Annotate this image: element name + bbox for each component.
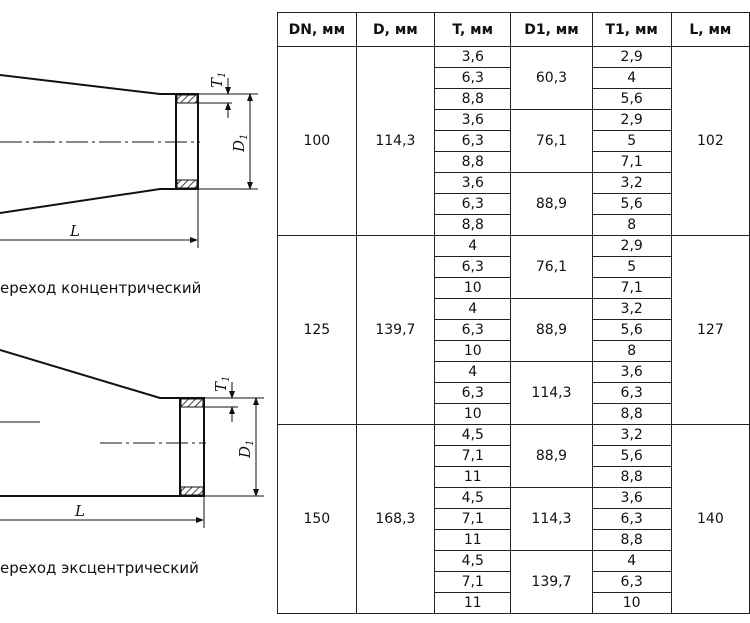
cell-t: 4,5	[435, 425, 511, 446]
cell-t1: 5	[592, 131, 671, 152]
cell-dn: 125	[278, 236, 357, 425]
reducer-drawings-svg	[0, 0, 276, 623]
cell-t1: 5	[592, 257, 671, 278]
cell-t1: 7,1	[592, 152, 671, 173]
concentric-dim-labels	[69, 72, 250, 240]
header-l: L, мм	[671, 13, 749, 47]
l-label: L	[75, 502, 85, 520]
cell-dn: 100	[278, 47, 357, 236]
cell-t: 4	[435, 236, 511, 257]
cell-d1: 114,3	[511, 488, 592, 551]
cell-t1: 2,9	[592, 47, 671, 68]
cell-t: 11	[435, 593, 511, 614]
cell-d1: 114,3	[511, 362, 592, 425]
cell-t1: 2,9	[592, 236, 671, 257]
cell-t: 6,3	[435, 383, 511, 404]
cell-t: 3,6	[435, 173, 511, 194]
cell-d1: 60,3	[511, 47, 592, 110]
cell-t: 11	[435, 467, 511, 488]
cell-t1: 5,6	[592, 446, 671, 467]
header-dn: DN, мм	[278, 13, 357, 47]
cell-t1: 10	[592, 593, 671, 614]
cell-t1: 8,8	[592, 530, 671, 551]
cell-t1: 3,2	[592, 173, 671, 194]
concentric-reducer-drawing	[0, 75, 258, 248]
t1-label: $T_1$	[212, 375, 232, 392]
cell-t: 11	[435, 530, 511, 551]
header-t1: T1, мм	[592, 13, 671, 47]
cell-t: 4	[435, 299, 511, 320]
cell-dn: 150	[278, 425, 357, 614]
technical-drawings	[0, 0, 276, 623]
header-t: T, мм	[435, 13, 511, 47]
cell-t: 6,3	[435, 320, 511, 341]
cell-t: 8,8	[435, 215, 511, 236]
cell-t1: 6,3	[592, 509, 671, 530]
cell-d1: 139,7	[511, 551, 592, 614]
cell-t: 6,3	[435, 68, 511, 89]
cell-t: 7,1	[435, 509, 511, 530]
cell-t1: 6,3	[592, 383, 671, 404]
cell-t1: 4	[592, 551, 671, 572]
cell-t: 6,3	[435, 131, 511, 152]
cell-t1: 3,6	[592, 488, 671, 509]
cell-l: 140	[671, 425, 749, 614]
cell-t: 7,1	[435, 446, 511, 467]
cell-t1: 6,3	[592, 572, 671, 593]
cell-d1: 76,1	[511, 236, 592, 299]
table-row	[278, 425, 750, 446]
cell-t: 4,5	[435, 488, 511, 509]
cell-t: 4	[435, 362, 511, 383]
table-header-row	[278, 13, 750, 47]
cell-t: 4,5	[435, 551, 511, 572]
cell-l: 127	[671, 236, 749, 425]
cell-d1: 88,9	[511, 425, 592, 488]
cell-t1: 7,1	[592, 278, 671, 299]
cell-d: 139,7	[356, 236, 434, 425]
t1-label: $T_1$	[208, 71, 228, 88]
cell-t1: 5,6	[592, 194, 671, 215]
cell-t: 10	[435, 404, 511, 425]
table-row	[278, 236, 750, 257]
cell-t1: 4	[592, 68, 671, 89]
table-row	[278, 47, 750, 68]
cell-t: 7,1	[435, 572, 511, 593]
header-d: D, мм	[356, 13, 434, 47]
cell-t: 8,8	[435, 152, 511, 173]
concentric-caption: ереход концентрический	[0, 279, 202, 297]
table-body	[278, 47, 750, 614]
cell-d1: 76,1	[511, 110, 592, 173]
cell-t: 10	[435, 278, 511, 299]
header-d1: D1, мм	[511, 13, 592, 47]
cell-l: 102	[671, 47, 749, 236]
cell-t: 3,6	[435, 110, 511, 131]
cell-d1: 88,9	[511, 299, 592, 362]
cell-t1: 2,9	[592, 110, 671, 131]
cell-t1: 8	[592, 341, 671, 362]
cell-t1: 8,8	[592, 404, 671, 425]
cell-t: 6,3	[435, 257, 511, 278]
cell-t1: 8,8	[592, 467, 671, 488]
cell-d: 168,3	[356, 425, 434, 614]
d1-label: $D_1$	[236, 439, 256, 458]
d1-label: $D_1$	[230, 133, 250, 152]
cell-t1: 3,6	[592, 362, 671, 383]
cell-t: 6,3	[435, 194, 511, 215]
cell-t: 3,6	[435, 47, 511, 68]
cell-t: 10	[435, 341, 511, 362]
cell-t1: 3,2	[592, 425, 671, 446]
l-label: L	[70, 222, 80, 240]
cell-t1: 5,6	[592, 89, 671, 110]
cell-t: 8,8	[435, 89, 511, 110]
cell-d: 114,3	[356, 47, 434, 236]
cell-t1: 5,6	[592, 320, 671, 341]
cell-t1: 8	[592, 215, 671, 236]
cell-t1: 3,2	[592, 299, 671, 320]
dimensions-table	[277, 12, 750, 614]
cell-d1: 88,9	[511, 173, 592, 236]
eccentric-caption: ереход эксцентрический	[0, 559, 199, 577]
